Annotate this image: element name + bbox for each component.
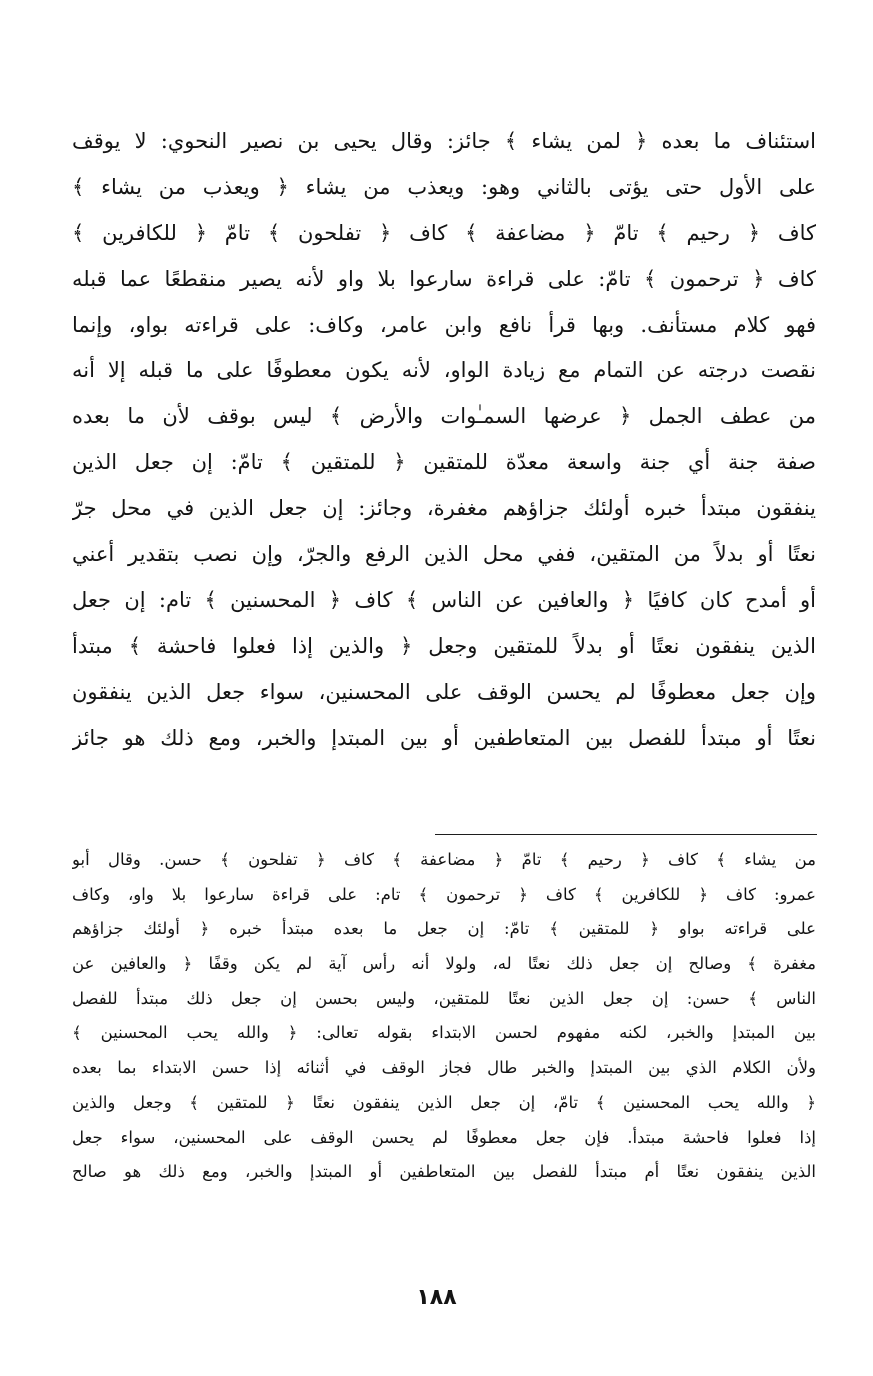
main-text-line: صفة جنة أي جنة واسعة معدّة للمتقين ﴿ للمتقين ﴾ تامّ: إن جعل الذين [72,450,816,475]
footnote-line: بين المبتدإ والخبر، لكنه مفهوم لحسن الابتداء بقوله تعالى: ﴿ والله يحب المحسنين ﴾ [72,1023,816,1043]
footnote-block [72,843,816,1190]
main-text-line: على الأول حتى يؤتى بالثاني وهو: ويعذب من يشاء ﴿ ويعذب من يشاء ﴾ [72,174,816,199]
main-text-line: نقصت درجته عن التمام مع زيادة الواو، لأنه يكون معطوفًا على ما قبله إلا أنه [72,358,816,383]
main-text-line: كاف ﴿ ترحمون ﴾ تامّ: على قراءة سارعوا بلا واو لأنه يصير منقطعًا عما قبله [72,266,816,291]
main-text-line: ينفقون مبتدأ خبره أولئك جزاؤهم مغفرة، وجائز: إن جعل الذين في محل جرّ [72,496,816,521]
footnote-line: مغفرة ﴾ وصالح إن جعل ذلك نعتًا له، ولولا أنه رأس آية لم يكن وقفًا ﴿ والعافين عن [72,954,816,974]
footnote-line: الذين ينفقون نعتًا أم مبتدأ للفصل بين المتعاطفين أو المبتدإ والخبر، ومع ذلك هو صالح [72,1162,816,1182]
main-text-line: أو أمدح كان كافيًا ﴿ والعافين عن الناس ﴾ كاف ﴿ المحسنين ﴾ تام: إن جعل [72,587,816,612]
page-number: ١٨٨ [416,1285,457,1310]
main-text-line: كاف ﴿ رحيم ﴾ تامّ ﴿ مضاعفة ﴾ كاف ﴿ تفلحون ﴾ تامّ ﴿ للكافرين ﴾ [72,220,816,245]
main-text-line: وإن جعل معطوفًا لم يحسن الوقف على المحسنين، سواء جعل الذين ينفقون [72,679,816,704]
footnote-line: عمرو: كاف ﴿ للكافرين ﴾ كاف ﴿ ترحمون ﴾ تام: على قراءة سارعوا بلا واو، وكاف [72,884,816,904]
footnote-line: من يشاء ﴾ كاف ﴿ رحيم ﴾ تامّ ﴿ مضاعفة ﴾ كاف ﴿ تفلحون ﴾ حسن. وقال أبو [72,850,816,869]
main-text-line: فهو كلام مستأنف. وبها قرأ نافع وابن عامر، وكاف: على قراءته بواو، وإنما [72,312,816,337]
footnote-line: إذا فعلوا فاحشة مبتدأ. فإن جعل معطوفًا لم يحسن الوقف على المحسنين، سواء جعل [72,1127,816,1147]
main-text-line: الذين ينفقون نعتًا أو بدلاً للمتقين وجعل ﴿ والذين إذا فعلوا فاحشة ﴾ مبتدأ [72,633,816,658]
footnote-separator [435,834,817,835]
footnote-line: ولأن الكلام الذي بين المبتدإ والخبر طال فجاز الوقف في أثنائه إذا حسن الابتداء بما بعده [72,1058,816,1078]
main-text-line: نعتًا أو بدلاً من المتقين، ففي محل الذين الرفع والجرّ، وإن نصب بتقدير أعني [72,542,816,567]
main-text-block [72,119,816,761]
footnote-line: على قراءته بواو ﴿ للمتقين ﴾ تامّ: إن جعل ما بعده مبتدأ خبره ﴿ أولئك جزاؤهم [72,919,816,939]
footnote-line: ﴿ والله يحب المحسنين ﴾ تامّ، إن جعل الذين ينفقون نعتًا ﴿ للمتقين ﴾ وجعل والذين [72,1092,816,1112]
main-text-line: استئناف ما بعده ﴿ لمن يشاء ﴾ جائز: وقال يحيى بن نصير النحوي: لا يوقف [72,129,816,153]
main-text-line: نعتًا أو مبتدأ للفصل بين المتعاطفين أو بين المبتدإ والخبر، ومع ذلك هو جائز [72,725,816,750]
main-text-line: من عطف الجمل ﴿ عرضها السمـٰوات والأرض ﴾ ليس بوقف لأن ما بعده [72,404,816,429]
footnote-line: الناس ﴾ حسن: إن جعل الذين نعتًا للمتقين، وليس بحسن إن جعل ذلك مبتدأ للفصل [72,988,816,1008]
